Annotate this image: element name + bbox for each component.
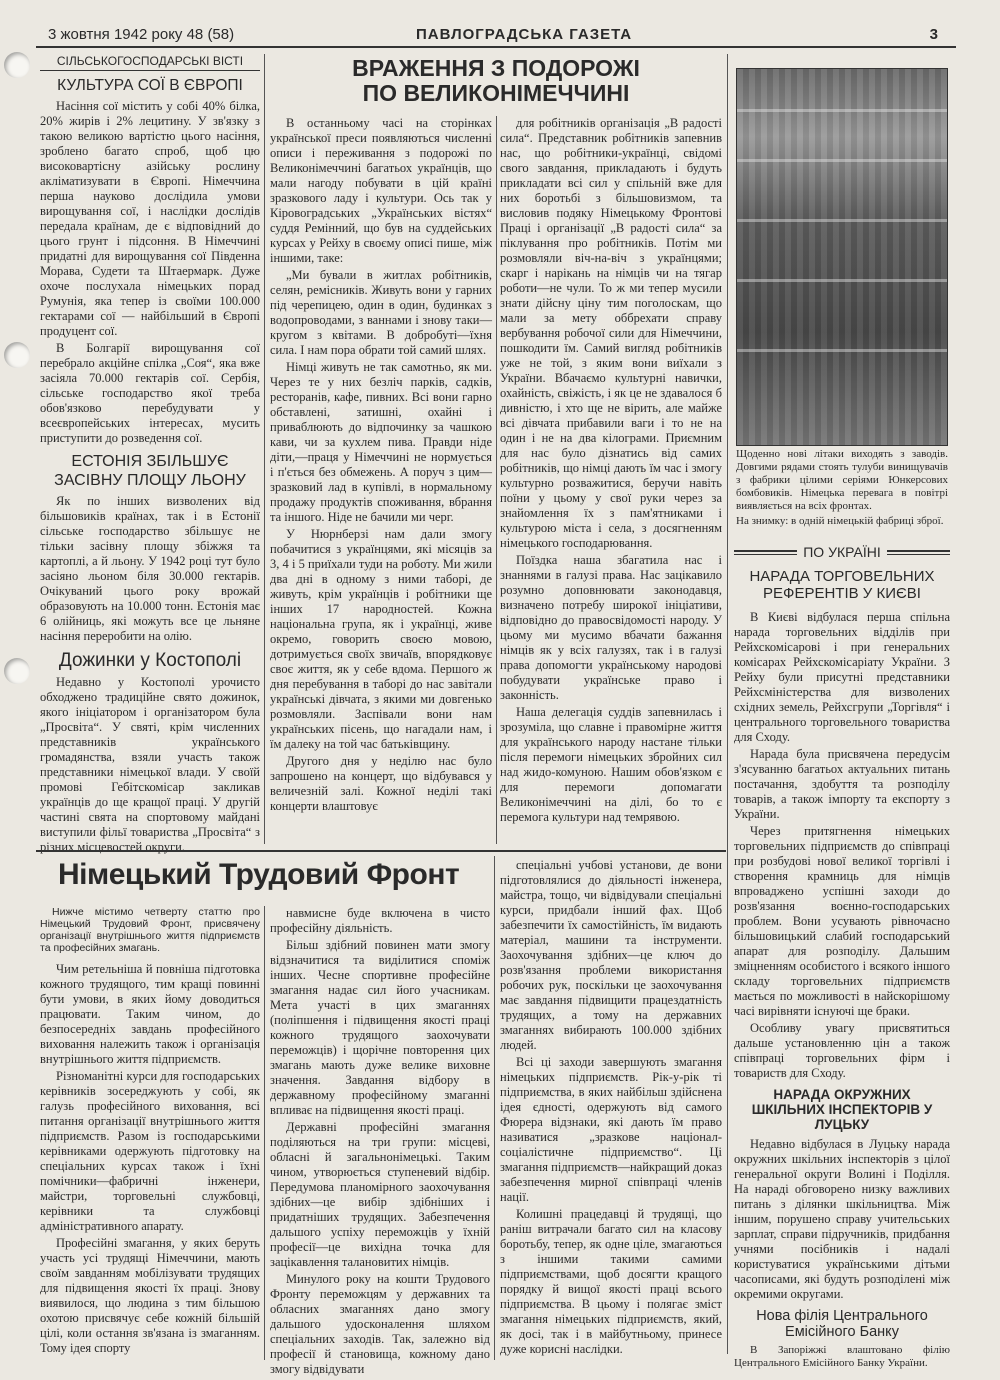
article-paragraph: спеціальні учбові установи, де вони підготовлялися до діяльності інженера, майстра, тощо, чи відвідували спеціальні курси, придбали інший фах. Щоб забезпечити їх самостійність, їм видають матеріал, машини та інструменти. Заохочування здібних—це ключ до розв'язання проблеми використання робочих рук, поскільки це заохочування має завдання підвищити працездатність трудящих, а тому на державних змаганнях вибирають 100.000 здібних людей.: [500, 858, 722, 1052]
section-label: ПО УКРАЇНІ: [803, 544, 881, 560]
column-divider: [264, 906, 265, 1360]
intro-note: Нижче містимо четверту статтю про Німецький Трудовий Фронт, присвячену організації внутрішнього життя підприємств та професійних змагань.: [40, 906, 260, 954]
travel-headline: [272, 56, 720, 112]
labor-headline: [40, 858, 488, 904]
headline-lutsk: НАРАДА ОКРУЖНИХ ШКІЛЬНИХ ІНСПЕКТОРІВ У ЛУЦЬКУ: [751, 1087, 933, 1132]
article-paragraph: У Нюрнберзі нам дали змогу побачитися з українцями, які місяців за 3, 4 і 5 приїхали туди на роботу. Ми жили два дні в одному з ними таборі, де живуть, крім українців і робітники ще інших 17 народностей. Кожна національна група, як і українці, живе окремо, говорить своєю мовою, дотримується своїх звичаїв, впорядковує своє життя, як у себе вдома. Першого ж дня перебування в таборі до нас завітали українські дівчата, з якими ми довгенько розмовляли. Заспівали вони нам українських пісень, що нагадали нам, і їм далеку на той час батьківщину.: [270, 527, 492, 751]
factory-photo: [736, 68, 948, 446]
article-paragraph: Минулого року на кошти Трудового Фронту переможцям у державних та обласних змаганнях дано змогу дальшого удосконалення шляхом спеціальних заходів. Так, залежно від професії й становища, кожному дано змогу відвідувати: [270, 1272, 490, 1376]
section-label: СІЛЬСЬКОГОСПОДАРСЬКІ ВІСТІ: [40, 54, 260, 71]
agri-news-column: [40, 54, 260, 854]
punch-hole: [4, 52, 30, 78]
article-paragraph: Насіння сої містить у собі 40% білка, 20% жирів і 2% лецитину. У зв'язку з такою великою вартістю цього насіння, зроблено багато спроб, щоб цю високовартісну азійську рослину акліматизувати в Європі. Німеччина перша науково дослідила умови вирощування сої, і наслідки дослідів передала країнам, де є відповідний до цього грунт і підсоння. В Німеччині придатні для вирощування сої Південна Морава, Судети та Штаермарк. Дуже охоче послухала німецьких порад Румунія, яка тепер із своїми 100.000 гектарами сої — найбільший в Європі продуцент сої.: [40, 99, 260, 338]
article-paragraph: Нарада була присвячена передусім з'ясуванню багатьох актуальних питань постачання, здобуття та розподілу товарів, а також імпорту та експорту з України.: [734, 747, 950, 821]
article-paragraph: Недавно у Костополі урочисто обходжено традиційне свято дожинок, якого ініціатором і організатором була „Просвіта“. У святі, крім численних представників українського громадянства, взяли участь також представники німецької влади. У своїй промові Гебітскомісар закликав українців до ще кращої праці. У другій частині свята на спортовому майдані виступили фільї товариства „Просвіта“ з різних місцевостей округи.: [40, 675, 260, 854]
article-paragraph: для робітників організація „В радості сила“. Представник робітників запевнив нас, що робітники-українці, свідомі свого завдання, прикладають і будуть прикладати всі сил у спільній вже для них боротьбі з більшовизмом, та висловив подяку Німецькому Фронтові Праці і організації „В радості сила“ за піклування про робітників. Потім ми розмовляли віч-на-віч з українцями; скарг і нарікань на німців чи на тягар роботи—не чули. То ж ми тепер мусили знати дійсну ціну тим поголоскам, що мали за мету оббрехати справу вербування робочої сили для Німеччини, пошкодити їм. Самий вигляд робітників уже не той, з яким вони виїхали з України. Вбачаємо культурні навички, охайність, свіжість, і як це не здавалося б дивністю, і хто ще не вірить, але майже всі дівчата прибавили ваги і то не на один і не на два кілограми. Приємним для нас було дізнатись від самих робітників, що німці дають їм час і змогу культурно розважитися, беручи навіть поїни у цьому у свої руки через за знайомлення їх з пам'ятниками і культурою міста і села, з досягненням німецького господарювання.: [500, 116, 722, 550]
article-paragraph: Поїздка наша збагатила нас і знаннями в галузі права. Нас зацікавило розумно доповнювати законодавця, визначено потребу широкої ініціативи, відповідно до правосвідомості народу. У цьому ми мусимо вбачати бажання німців як у всіх галузях, так і в галузі права допомогти українському народові побудувати українське право і законність.: [500, 553, 722, 702]
caption-text: На знимку: в одній німецькій фабриці зброї.: [736, 515, 944, 527]
issue-date: 3 жовтня 1942 року 48 (58): [48, 26, 235, 43]
article-paragraph: Державні професійні змагання поділяються на три групи: місцеві, обласні й загальнонімецькі. Таким чином, утворюється ступеневий відбір. Передумова планомірного заохочування здібних—це вибір здібніших і придатніших трудящих. Забезпечення дальшого успіху переможців у їхній професії—це вихідна точка для зацікавлення талановитих німців.: [270, 1120, 490, 1269]
headline-kostopil: Дожинки у Костополі: [58, 650, 242, 671]
travel-column-1: [270, 116, 492, 844]
caption-text: Щоденно нові літаки виходять з заводів. Довгими рядами стоять тулуби винищувачів з фабрики цілими серіями Юнкерсових бомбовиків. Німецька перевага в повітрі виявляється на всіх фронтах.: [736, 448, 948, 512]
article-paragraph: Як по інших визволених від більшовиків країнах, так і в Естонії сільське господарство збільшує не тільки засівну площу збіжжя та картоплі, а й льону. У 1942 році тут було засіяно льоном біля 30.000 гектарів. Очікуваний цього року врожай образовують на 10.000 тонн. Естонія має 6 олійниць, які можуть все це льняне насіння переробити на олію.: [40, 494, 260, 643]
article-paragraph: Всі ці заходи завершують змагання німецьких підприємств. Рік-у-рік ті підприємства, в яких найбільш здійснена ідея єдності, одержують від самого Фюрера відзнаки, які дають їм право називатися „зразкове націонал-соціалістичне підприємство“. Ці змагання підприємств—найкращий доказ забезпечення мирної співпраці членів нації.: [500, 1055, 722, 1204]
labor-column-3: [500, 858, 722, 1360]
labor-title: Німецький Трудовий Фронт: [58, 858, 460, 891]
column-divider: [727, 54, 728, 1354]
masthead: [36, 26, 956, 48]
article-paragraph: В останньому часі на сторінках української преси появляються численні описи і переживання з подорожі по Великонімеччині багатьох українців, що мали нагоду побувати в цій країні зразкового ладу і культури. Ось так у Кіровоградських „Українських вістях“ суддя Ремінний, що був на суддейських курсах у Рейху в своєму описі пише, між іншими, таке:: [270, 116, 492, 265]
headline-bank: Нова філія Центрального Емісійного Банку: [756, 1308, 928, 1340]
headline-estonia: ЕСТОНІЯ ЗБІЛЬШУЄ ЗАСІВНУ ПЛОЩУ ЛЬОНУ: [54, 453, 246, 489]
article-paragraph: Другого дня у неділю нас було запрошено на концерт, що відбувався у величезній залі. Кожної неділі такі концерти влаштовує: [270, 754, 492, 813]
headline-line-2: ПО ВЕЛИКОНІМЕЧЧИНІ: [362, 80, 630, 106]
section-divider: [36, 850, 726, 852]
travel-column-2: [500, 116, 722, 844]
article-paragraph: „Ми бували в житлах робітників, селян, ремісників. Живуть вони у гарних під черепицею, один в один, будинках з водопроводами, з ваннами і знову таки—кругом з квітами. В добробуті—їхня сила. І нам пора обрати той самий шлях.: [270, 268, 492, 357]
photo-caption: [736, 448, 948, 540]
article-paragraph: Колишні працедавці й трудящі, що раніш витрачали багато сил на класову боротьбу, тепер, як одне ціле, змагаються з іншими такими самими підприємствами, щоб досягти кращого порядку й вищої якості праці всього підприємства. В цьому і полягає зміст змагання німецьких підприємств, який, як досі, так і в майбутньому, принесе дуже корисні наслідки.: [500, 1207, 722, 1356]
punch-hole: [4, 342, 30, 368]
article-paragraph: В Запоріжжі влаштовано філію Центрального Емісійного Банку України.: [734, 1344, 950, 1369]
article-paragraph: Чим ретельніша й повніша підготовка кожного трудящого, тим кращі повинні бути умови, в яких йому доводиться працювати. Таким чином, до безпосередніх завдань професійного виховання належить також і організація внутрішнього життя підприємств.: [40, 962, 260, 1066]
column-divider: [264, 54, 265, 844]
headline-soy: КУЛЬТУРА СОЇ В ЄВРОПІ: [57, 77, 243, 94]
article-paragraph: Наша делегація суддів запевнилась і зрозуміла, що славне і правомірне життя для українського народу настане тільки після перемоги німецьких збройних сил над жидо-комуною. Нашим обов'язком є для перемоги допомагати Великонімеччині на ділі, бо то є перемога культури над темрявою.: [500, 705, 722, 824]
article-paragraph: Німці живуть не так самотньо, як ми. Через те у них безліч парків, садків, ресторанів, кафе, пивних. Всі вони гарно обставлені, затишні, охайні і приваблюють до відпочинку за чашкою кави, чи за кухлем пива. Правди ніде діти,—праця у Німеччині не нормується і п'ється без обмежень. А поруч з цим—зразковий лад в купівлі, в нормальному продажу продуктів споживання, вбрання та іншого. Ніде не бачили ми черг.: [270, 360, 492, 524]
section-label-row: [734, 544, 950, 560]
article-paragraph: В Києві відбулася перша спільна нарада торговельних відділів при Рейхскомісарові і при генеральних комісарах Рейхскомісаріату України. З Рейху були присутні представники Рейхсміністерства для визволених східних земель, Рейхсгрупи „Торгівля“ і центрального торговельного товариства для Сходу.: [734, 610, 950, 744]
article-paragraph: Більш здібний повинен мати змогу відзначитися та виділитися споміж інших. Чесне спортивне професійне змагання надає сил його учасникам. Мета участі в цих змаганнях (поліпшення і підвищення якості праці кожного трудящого заохочувати переможців) і щорічне повторення цих змагань мають дуже велике виховне значення. Завдання відбору в державному професійному змаганні впливає на підвищення якості праці.: [270, 938, 490, 1117]
article-paragraph: Особливу увагу присвятиться дальше установленню цін а також співпраці торговельних фірм і товариств для Сходу.: [734, 1021, 950, 1080]
article-paragraph: Різноманітні курси для господарських керівників зосереджують у собі, як галузь професійного виховання, всі питання організації внутрішнього життя підприємств. Разом із господарськими керівниками одержують підготовку на спеціальних курсах також і їхні помічники—фабричні інженери, майстри, торговельні службовці, керівники та службовці адміністративного апарату.: [40, 1069, 260, 1233]
ukraine-news-column: [734, 544, 950, 1369]
page-number: 3: [929, 26, 938, 43]
labor-column-1: [40, 906, 260, 1360]
article-paragraph: Професійні змагання, у яких беруть участь усі трудящі Німеччини, мають своїм завданням мобілізувати трудящих для підвищення якості їх праці. Знову виявилося, що людина з тим більшою охотою присвячує себе кожній більшій цілі, коли остання зв'язана із змаганням. Тому ідея спорту: [40, 1236, 260, 1355]
article-paragraph: Через притягнення німецьких торговельних підприємств до співпраці при розбудові нової великої торгівлі і створення крамниць для німців впроваджено успішні заходи до розв'язання воєнно-господарських проблем. Вони усувають рівночасно більшовицький слабий господарський апарат для розподілу. Дальшим зміцненням особистого і всякого іншого складу торговельних підприємств мається по можливості в найскорішому часі вирівняти існуючі ще браки.: [734, 824, 950, 1018]
labor-column-2: [270, 906, 490, 1376]
punch-hole: [4, 658, 30, 684]
column-divider: [496, 116, 497, 844]
headline-kyiv: НАРАДА ТОРГОВЕЛЬНИХ РЕФЕРЕНТІВ У КИЄВІ: [749, 568, 935, 602]
column-divider: [494, 856, 495, 1360]
article-paragraph: В Болгарії вирощування сої перебрало акційне спілка „Соя“, яка вже засіяла 70.000 гектарів сої. Сербія, сільське господарство якої треба обов'язково перебудувати у всеєвропейських інтересах, мусить приступити до розведення сої.: [40, 341, 260, 445]
article-paragraph: навмисне буде включена в чисто професійну діяльність.: [270, 906, 490, 935]
article-paragraph: Недавно відбулася в Луцьку нарада окружних шкільних інспекторів з цілої генеральної округи Волині і Поділля. На нараді обговорено низку важливих питань з ділянки шкільництва. Між іншим, порушено справу учительських зарплат, справи підручників, придбання учнями посібників і надалі користуватися українськими дітьми часописами, які будуть розподілені між окремими округами.: [734, 1137, 950, 1301]
newspaper-title: ПАВЛОГРАДСЬКА ГАЗЕТА: [416, 26, 633, 43]
headline-line-1: ВРАЖЕННЯ З ПОДОРОЖІ: [352, 55, 640, 81]
